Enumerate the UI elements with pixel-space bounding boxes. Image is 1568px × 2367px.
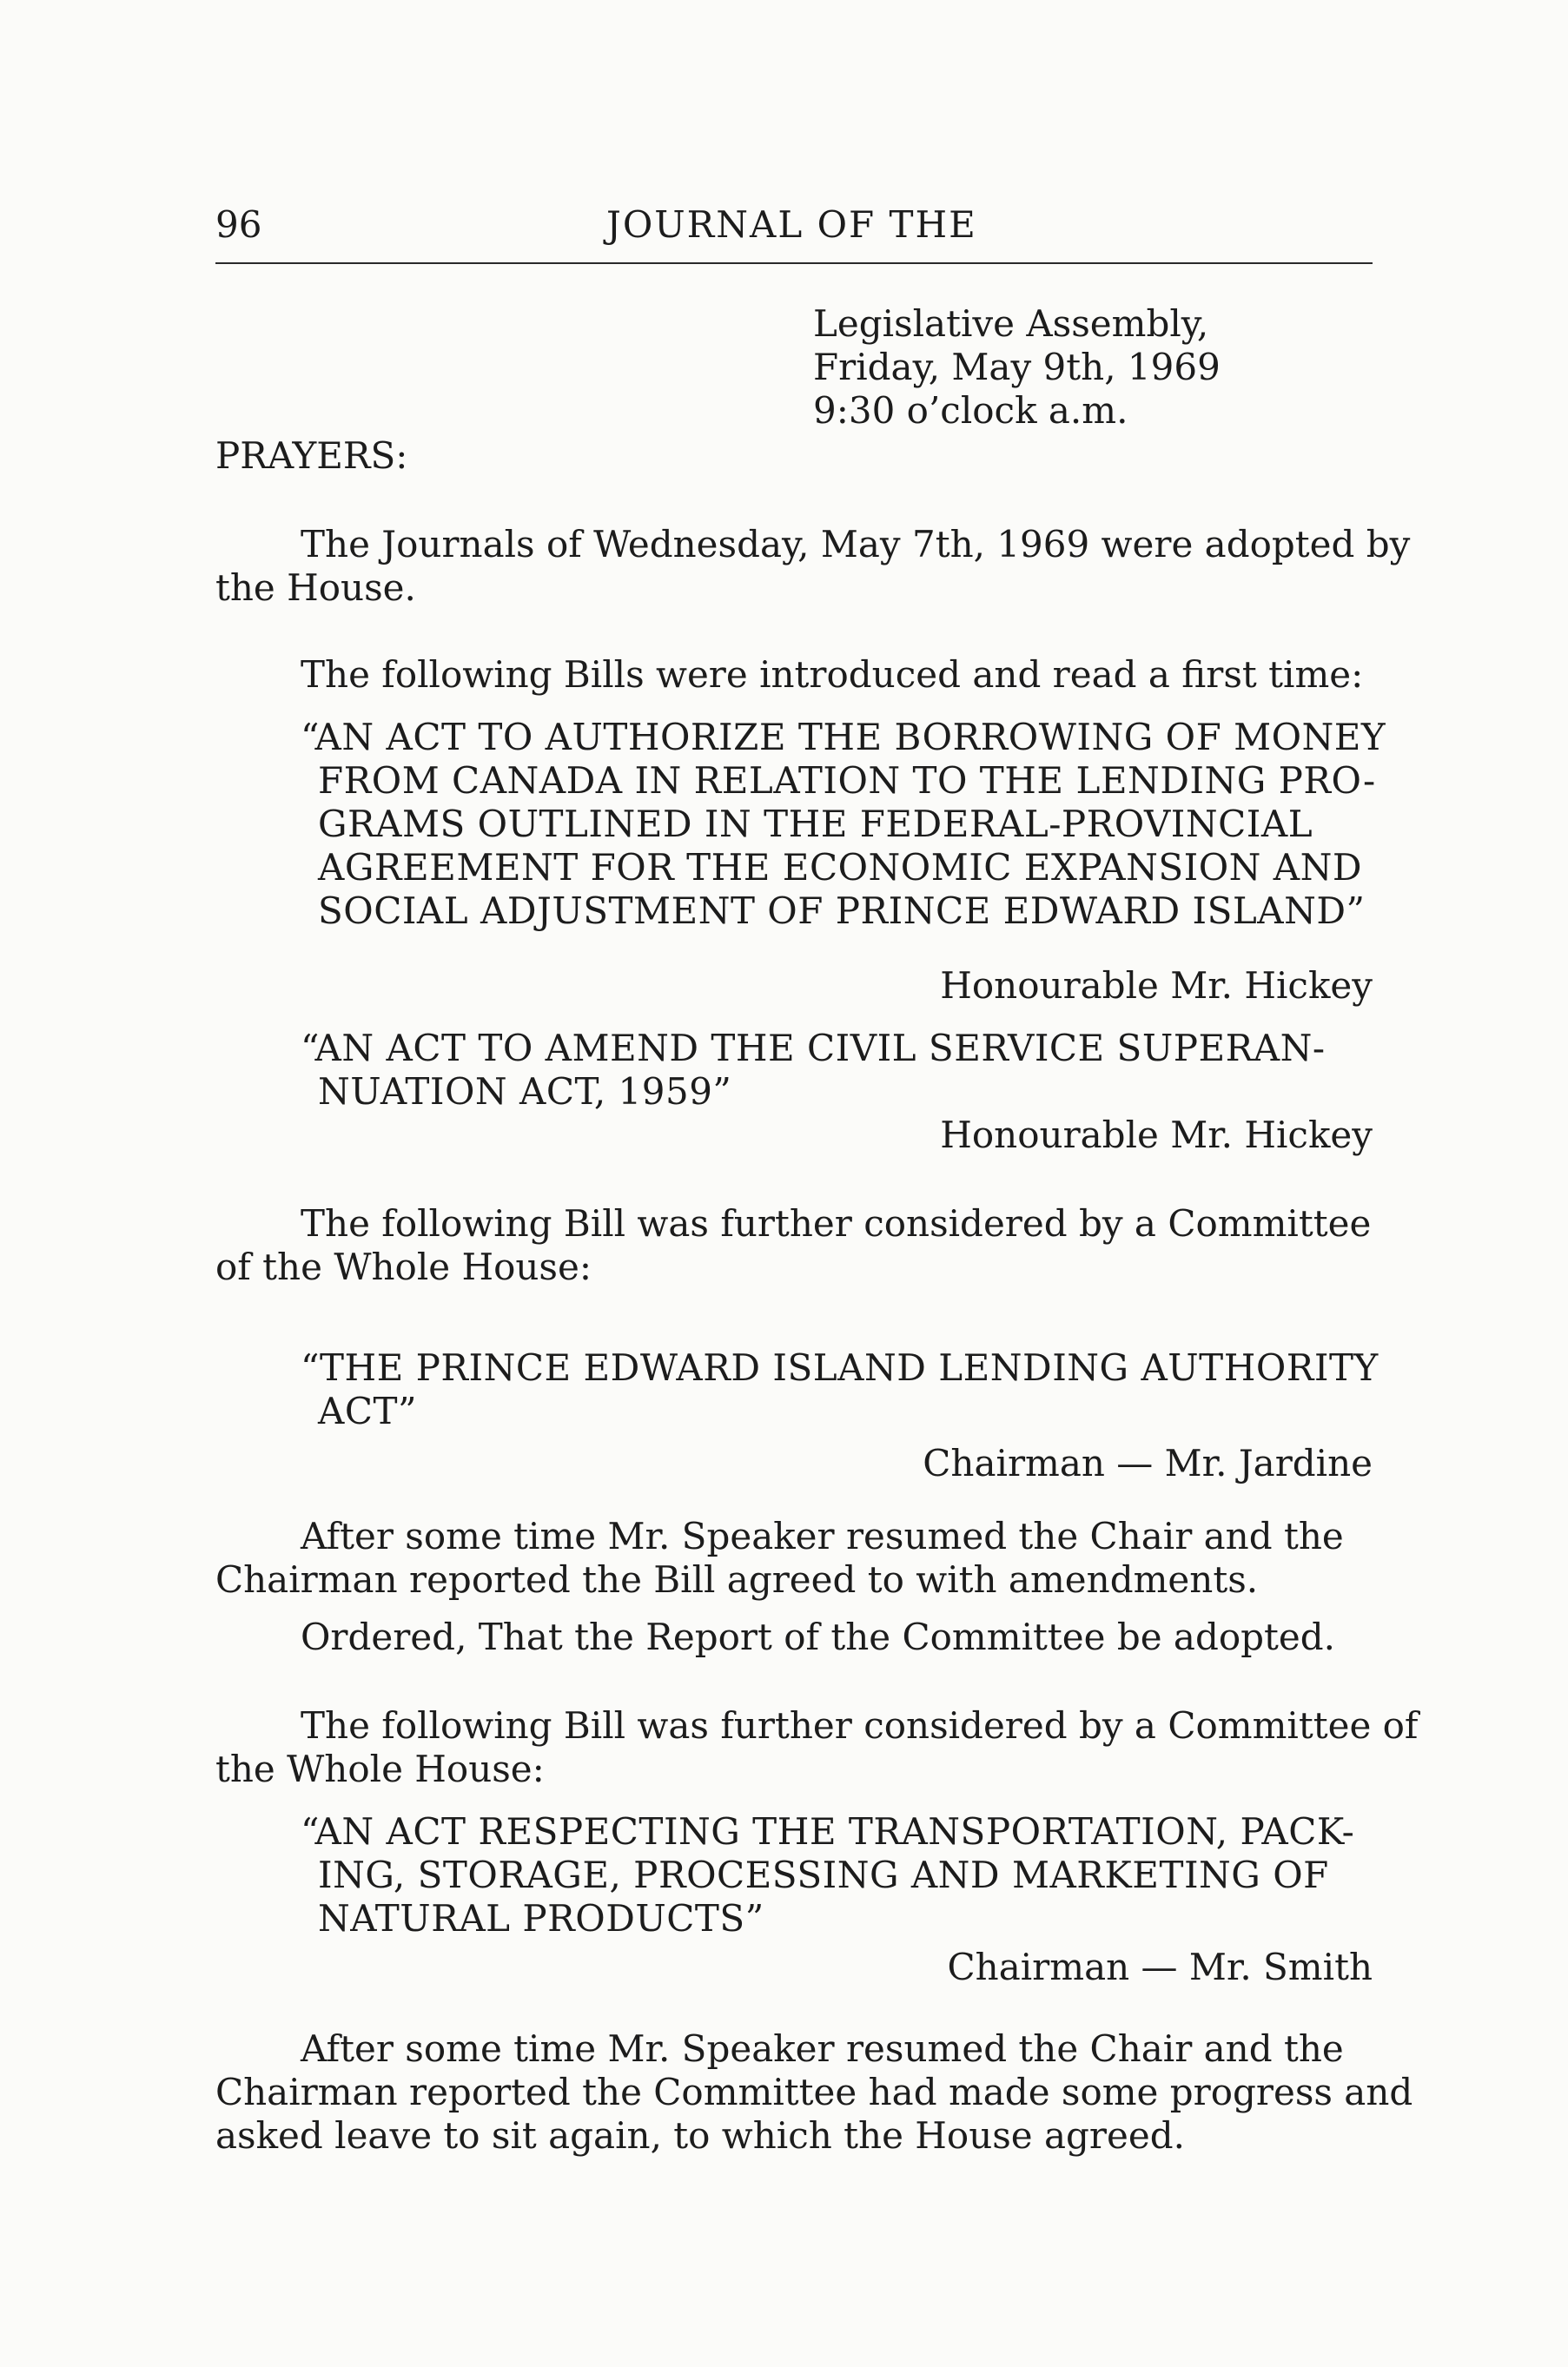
committee-2-report-line: asked leave to sit again, to which the House agreed. (215, 2114, 1185, 2157)
committee-2-intro-line-2: the Whole House: (215, 1748, 545, 1790)
bill-2-title-line: NUATION ACT, 1959” (318, 1070, 732, 1113)
committee-1-chairman: Chairman — Mr. Jardine (923, 1442, 1373, 1484)
committee-2-bill-line: ING, STORAGE, PROCESSING AND MARKETING OF (318, 1854, 1329, 1896)
header-rule (215, 262, 1373, 264)
committee-1-intro-line-2: of the Whole House: (215, 1246, 592, 1288)
bill-1-title-line: AGREEMENT FOR THE ECONOMIC EXPANSION AND (318, 846, 1362, 889)
dateline-time: 9:30 o’clock a.m. (813, 389, 1128, 432)
committee-2-bill-line: “AN ACT RESPECTING THE TRANSPORTATION, PACK- (301, 1810, 1355, 1853)
committee-1-bill-line: ACT” (318, 1390, 417, 1432)
running-title: JOURNAL OF THE (606, 203, 977, 246)
committee-2-report-line: Chairman reported the Committee had made some progress and (215, 2071, 1413, 2113)
prayers-heading: PRAYERS: (215, 434, 408, 477)
bill-1-title-line: SOCIAL ADJUSTMENT OF PRINCE EDWARD ISLAND” (318, 889, 1366, 932)
committee-1-report-line-2: Chairman reported the Bill agreed to with amendments. (215, 1558, 1259, 1601)
committee-1-ordered: Ordered, That the Report of the Committee be adopted. (301, 1616, 1335, 1658)
dateline-assembly: Legislative Assembly, (813, 302, 1209, 345)
committee-1-bill-line: “THE PRINCE EDWARD ISLAND LENDING AUTHORITY (301, 1346, 1379, 1389)
committee-1-intro-line-1: The following Bill was further considered by a Committee (301, 1202, 1372, 1245)
bills-introduced-intro: The following Bills were introduced and read a first time: (301, 653, 1364, 696)
bill-2-title-line: “AN ACT TO AMEND THE CIVIL SERVICE SUPERAN- (301, 1027, 1326, 1069)
bill-1-sponsor: Honourable Mr. Hickey (940, 964, 1373, 1007)
bill-1-title-line: “AN ACT TO AUTHORIZE THE BORROWING OF MONEY (301, 716, 1386, 758)
page-number: 96 (215, 203, 262, 246)
running-head (215, 203, 1371, 255)
bill-2-sponsor: Honourable Mr. Hickey (940, 1114, 1373, 1156)
bill-1-title-line: GRAMS OUTLINED IN THE FEDERAL-PROVINCIAL (318, 803, 1313, 845)
committee-1-report-line-1: After some time Mr. Speaker resumed the Chair and the (301, 1515, 1344, 1557)
dateline-date: Friday, May 9th, 1969 (813, 346, 1221, 388)
committee-2-intro-line-1: The following Bill was further considered by a Committee of (301, 1704, 1419, 1747)
committee-2-report-line: After some time Mr. Speaker resumed the Chair and the (301, 2027, 1344, 2070)
journals-adopted-line-2: the House. (215, 566, 416, 609)
journals-adopted-line-1: The Journals of Wednesday, May 7th, 1969 were adopted by (301, 523, 1411, 565)
committee-2-bill-line: NATURAL PRODUCTS” (318, 1897, 764, 1940)
bill-1-title-line: FROM CANADA IN RELATION TO THE LENDING PRO- (318, 759, 1376, 802)
committee-2-chairman: Chairman — Mr. Smith (947, 1946, 1373, 1988)
